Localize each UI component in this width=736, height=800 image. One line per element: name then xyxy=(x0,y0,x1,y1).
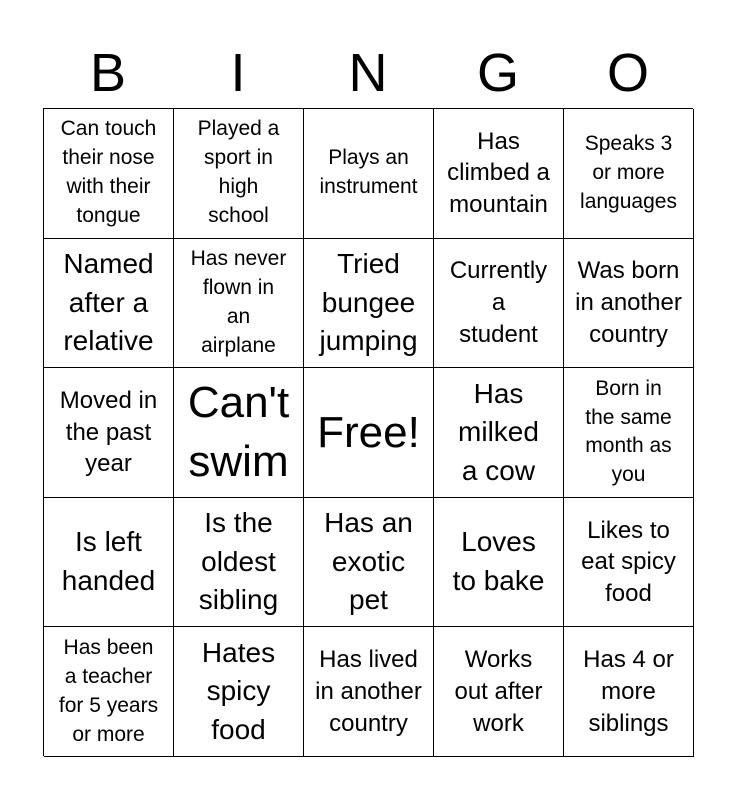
cell-text: Likes to eat spicy food xyxy=(581,516,676,607)
header-letter-b: B xyxy=(89,43,127,103)
bingo-cell[interactable] xyxy=(434,109,564,239)
cell-text: Has been a teacher for 5 years or more xyxy=(58,635,159,746)
header-letter-g: G xyxy=(476,43,519,103)
cell-text: Hates spicy food xyxy=(201,636,276,745)
cell-text: Has climbed a mountain xyxy=(447,127,550,219)
cell-text: Free! xyxy=(317,407,420,457)
cell-text: Tried bungee jumping xyxy=(319,247,418,357)
bingo-cell[interactable] xyxy=(564,498,694,628)
bingo-cell[interactable] xyxy=(44,109,174,239)
bingo-cell[interactable] xyxy=(564,239,694,369)
cell-text: Played a sport in high school xyxy=(197,117,280,228)
bingo-cell[interactable] xyxy=(44,368,174,498)
bingo-cell[interactable] xyxy=(174,627,304,757)
bingo-cell[interactable] xyxy=(434,627,564,757)
cell-text: Has milked a cow xyxy=(458,377,539,486)
bingo-cell[interactable] xyxy=(434,368,564,498)
bingo-cell[interactable] xyxy=(564,368,694,498)
cell-text: Plays an instrument xyxy=(319,146,418,199)
header-letter-n: N xyxy=(348,43,388,103)
cell-text: Is the oldest sibling xyxy=(198,507,279,616)
cell-text: Is left handed xyxy=(61,526,156,597)
cell-text: Loves to bake xyxy=(452,526,545,597)
bingo-cell[interactable] xyxy=(434,498,564,628)
bingo-cell-free-space[interactable] xyxy=(304,368,434,498)
cell-text: Has an exotic pet xyxy=(324,507,413,616)
cell-text: Works out after work xyxy=(454,646,543,737)
bingo-cell[interactable] xyxy=(304,239,434,369)
bingo-cell[interactable] xyxy=(304,498,434,628)
bingo-card-grid xyxy=(43,108,693,756)
bingo-cell[interactable] xyxy=(564,627,694,757)
bingo-cell[interactable] xyxy=(174,239,304,369)
bingo-cell[interactable] xyxy=(564,109,694,239)
bingo-cell[interactable] xyxy=(304,109,434,239)
cell-text: Can't swim xyxy=(187,378,290,487)
bingo-cell[interactable] xyxy=(174,498,304,628)
header-letter-o: O xyxy=(606,43,649,103)
bingo-cell[interactable] xyxy=(174,368,304,498)
bingo-cell[interactable] xyxy=(44,498,174,628)
cell-text: Was born in another country xyxy=(575,257,682,348)
bingo-cell[interactable] xyxy=(174,109,304,239)
bingo-cell[interactable] xyxy=(434,239,564,369)
cell-text: Has never flown in an airplane xyxy=(190,246,287,357)
cell-text: Has lived in another country xyxy=(315,646,422,737)
cell-text: Named after a relative xyxy=(63,247,154,357)
cell-text: Has 4 or more siblings xyxy=(583,646,674,737)
bingo-cell[interactable] xyxy=(304,627,434,757)
cell-text: Currently a student xyxy=(449,257,548,348)
bingo-cell[interactable] xyxy=(44,627,174,757)
cell-text: Speaks 3 or more languages xyxy=(580,131,677,213)
header-letter-i: I xyxy=(230,43,246,103)
cell-text: Born in the same month as you xyxy=(585,376,672,487)
bingo-header xyxy=(43,38,693,108)
cell-text: Can touch their nose with their tongue xyxy=(60,117,157,228)
bingo-cell[interactable] xyxy=(44,239,174,369)
cell-text: Moved in the past year xyxy=(59,386,158,478)
